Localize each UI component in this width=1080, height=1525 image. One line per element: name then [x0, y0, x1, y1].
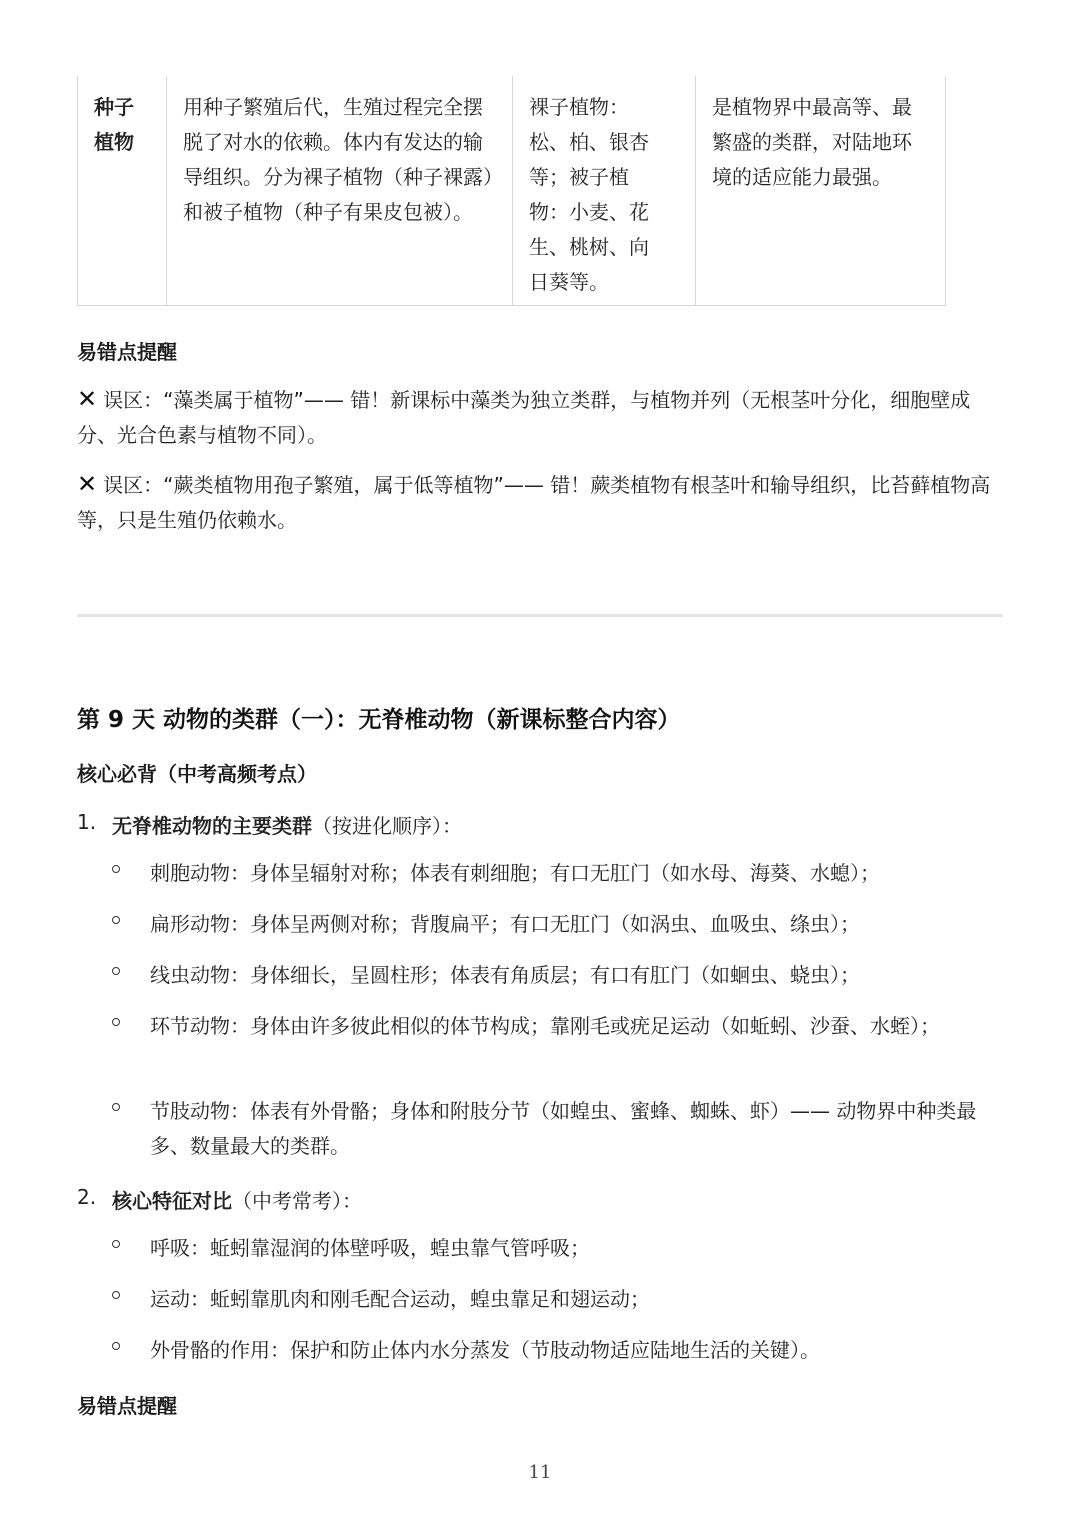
- tip-text-2: 误区：“蕨类植物用孢子繁殖，属于低等植物”—— 错！蕨类植物有根茎叶和输导组织，比苔藓植物高等，只是生殖仍依赖水。: [77, 473, 991, 532]
- list-heading-1-rest: （按进化顺序）：: [312, 814, 462, 838]
- tip-item-2: [77, 467, 997, 538]
- list-heading-2: [112, 1185, 362, 1214]
- list-heading-1-bold: 无脊椎动物的主要类群: [112, 814, 312, 838]
- tip-item-1: [77, 382, 997, 453]
- cross-icon: ✕: [77, 470, 98, 498]
- list-heading-2-bold: 核心特征对比: [112, 1189, 232, 1213]
- list-heading-2-rest: （中考常考）：: [232, 1189, 362, 1213]
- list-number-2: 2.: [77, 1185, 97, 1209]
- bullet-circle-icon: [112, 1240, 120, 1248]
- tips-heading-2: 易错点提醒: [77, 1394, 177, 1418]
- bullet-circle-icon: [112, 916, 120, 924]
- bullet-circle-icon: [112, 865, 120, 873]
- table-cell-examples: 裸子植物：松、柏、银杏等；被子植物：小麦、花生、桃树、向日葵等。: [513, 76, 696, 306]
- list-item: 外骨骼的作用：保护和防止体内水分蒸发（节肢动物适应陆地生活的关键）。: [150, 1338, 820, 1362]
- plant-classification-table: [77, 76, 946, 306]
- list-item: 刺胞动物：身体呈辐射对称；体表有刺细胞；有口无肛门（如水母、海葵、水螅）；: [150, 861, 880, 885]
- table-row-seed-plants: [78, 76, 946, 306]
- table-cell-significance: 是植物界中最高等、最繁盛的类群，对陆地环境的适应能力最强。: [696, 76, 946, 306]
- table-cell-features: 用种子繁殖后代，生殖过程完全摆脱了对水的依赖。体内有发达的输导组织。分为裸子植物（种子裸露）和被子植物（种子有果皮包被）。: [167, 76, 513, 306]
- cross-icon: ✕: [77, 385, 98, 413]
- page-number: 11: [528, 1462, 552, 1483]
- bullet-circle-icon: [112, 1342, 120, 1350]
- tip-text-1: 误区：“藻类属于植物”—— 错！新课标中藻类为独立类群，与植物并列（无根茎叶分化，细胞壁成分、光合色素与植物不同）。: [77, 388, 971, 447]
- bullet-circle-icon: [112, 1018, 120, 1026]
- list-item: 节肢动物：体表有外骨骼；身体和附肢分节（如蝗虫、蜜蜂、蜘蛛、虾）—— 动物界中种类最多、数量最大的类群。: [150, 1099, 977, 1158]
- list-item: 呼吸：蚯蚓靠湿润的体壁呼吸，蝗虫靠气管呼吸；: [150, 1236, 590, 1260]
- list-item: 运动：蚯蚓靠肌肉和刚毛配合运动，蝗虫靠足和翅运动；: [150, 1287, 650, 1311]
- table-cell-category: [78, 76, 167, 306]
- category-line-2: 植物: [94, 130, 134, 154]
- category-line-1: 种子: [94, 95, 134, 119]
- tips-heading: 易错点提醒: [77, 340, 177, 364]
- core-heading: 核心必背（中考高频考点）: [77, 762, 317, 786]
- list-item: 线虫动物：身体细长，呈圆柱形；体表有角质层；有口有肛门（如蛔虫、蛲虫）；: [150, 963, 860, 987]
- bullet-circle-icon: [112, 1103, 120, 1111]
- list-item: 环节动物：身体由许多彼此相似的体节构成；靠刚毛或疣足运动（如蚯蚓、沙蚕、水蛭）；: [150, 1014, 940, 1038]
- bullet-circle-icon: [112, 967, 120, 975]
- section-divider: [77, 614, 1003, 617]
- bullet-circle-icon: [112, 1291, 120, 1299]
- section-title: 第 9 天 动物的类群（一）：无脊椎动物（新课标整合内容）: [77, 707, 681, 733]
- list-heading-1: [112, 810, 462, 839]
- list-number-1: 1.: [77, 810, 97, 834]
- list-item: 扁形动物：身体呈两侧对称；背腹扁平；有口无肛门（如涡虫、血吸虫、绦虫）；: [150, 912, 860, 936]
